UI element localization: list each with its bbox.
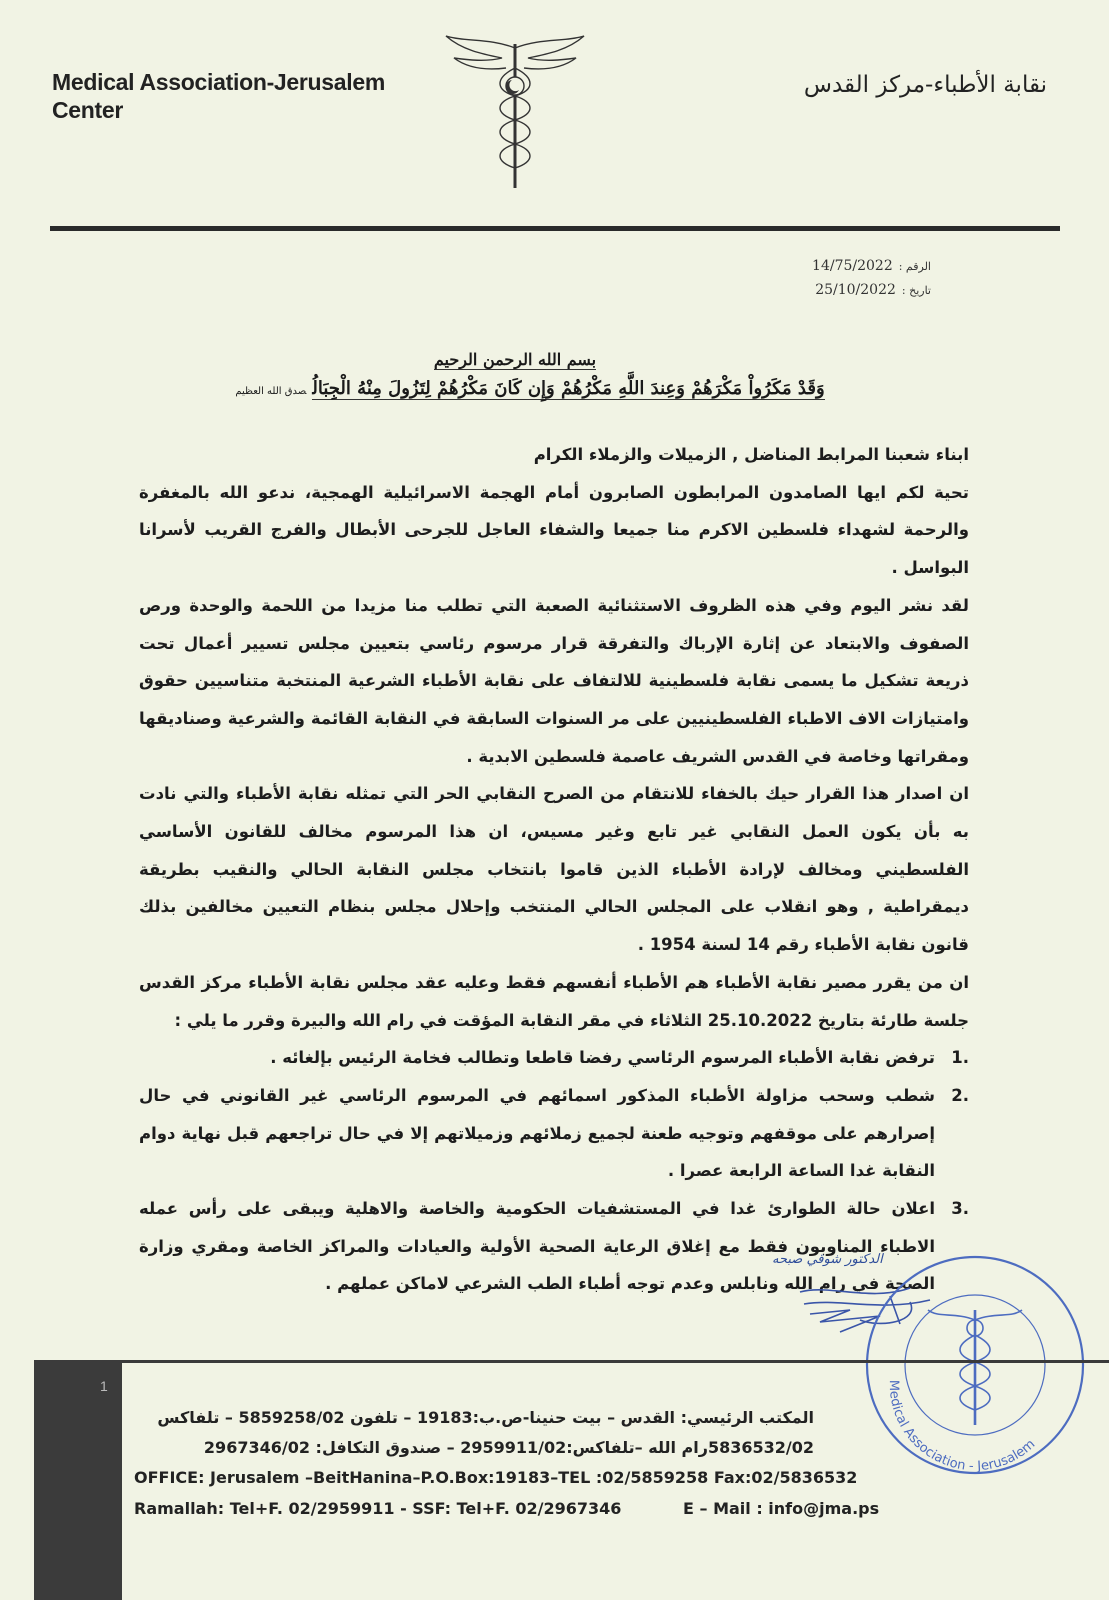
org-name-en-line1: Medical Association-Jerusalem [52, 69, 386, 95]
reference-date-value: 25/10/2022 [815, 282, 896, 298]
paragraph-3: ان اصدار هذا القرار حيك بالخفاء للانتقام من الصرح النقابي الحر التي تمثله نقابة الأطباء والتي نادت به بأن يكون العمل النقابي غير تابع وغير مسيس، ان هذا المرسوم مخالف للقانون الأساسي الفلسطيني ومخالف لإرادة الأطباء الذين قاموا بانتخاب مجلس النقابة الحالي والنقيب بطريقة ديمقراطية , وهو انقلاب على المجلس الحالي المنتخب وإحلال مجلس بنظام التعيين مخالفين بذلك قانون نقابة الأطباء رقم 14 لسنة 1954 . [139, 784, 969, 955]
signatory-name: الدكتور شوقي صبحه [772, 1252, 883, 1267]
footer-en-line2-left: Ramallah: Tel+F. 02/2959911 - SSF: Tel+F. 02/2967346 [134, 1499, 622, 1518]
reference-number-label: الرقم : [898, 260, 931, 273]
greeting: ابناء شعبنا المرابط المناضل , الزميلات والزملاء الكرام [533, 445, 969, 464]
org-name-ar: نقابة الأطباء-مركز القدس [803, 72, 1047, 98]
caduceus-icon [440, 28, 590, 198]
footer-ar-line1: المكتب الرئيسي: القدس – بيت حنينا-ص.ب:19183 – تلفون 5859258/02 – تلفاكس [157, 1408, 814, 1427]
reference-date-label: تاريخ : [901, 284, 931, 297]
header-divider [50, 226, 1060, 231]
stamp-text: Medical Association - Jerusalem [885, 1379, 1039, 1475]
footer-divider [34, 1360, 1109, 1363]
paragraph-1: تحية لكم ايها الصامدون المرابطون الصابرون أمام الهجمة الاسرائيلية الهمجية، ندعو الله بالمغفرة والرحمة لشهداء فلسطين الاكرم منا جميعا والشفاء العاجل للجرحى الأبطال والفرج القريب لأسرانا البواسل . [139, 482, 969, 578]
basmala: بسم الله الرحمن الرحيم [433, 350, 597, 369]
verse-attribution: صدق الله العظيم [235, 386, 307, 397]
paragraph-2: لقد نشر اليوم وفي هذه الظروف الاستثنائية الصعبة التي تطلب منا مزيدا من اللحمة والوحدة ورص الصفوف والابتعاد عن إثارة الإرباك والتفرقة قرار مرسوم رئاسي بتعيين مجلس تسيير أعمال تحت ذريعة تشكيل ما يسمى نقابة فلسطينية للالتفاف على نقابة الأطباء الشرعية المنتخبة متناسيين حقوق وامتيازات الاف الاطباء الفلسطينيين على مر السنوات السابقة في النقابة القائمة والشرعية وصناديقها ومقراتها وخاصة في القدس الشريف عاصمة فلسطين الابدية . [139, 595, 969, 766]
reference-number-value: 14/75/2022 [812, 258, 893, 274]
letter-body [139, 436, 969, 1303]
org-name-en [52, 68, 385, 124]
verse-text: وَقَدْ مَكَرُواْ مَكْرَهُمْ وَعِندَ اللَّهِ مَكْرُهُمْ وَإِن كَانَ مَكْرُهُمْ لِتَزُولَ مِنْهُ الْجِبَالُ [312, 378, 825, 399]
list-item: .1 ترفض نقابة الأطباء المرسوم الرئاسي رفضا قاطعا وتطالب فخامة الرئيس بإلغائه . [270, 1048, 969, 1068]
org-name-en-line2: Center [52, 97, 124, 123]
footer-en-line1: OFFICE: Jerusalem –BeitHanina–P.O.Box:19183–TEL :02/5859258 Fax:02/5836532 [134, 1468, 858, 1487]
list-item: .3 اعلان حالة الطوارئ غدا في المستشفيات الحكومية والخاصة والاهلية ويبقى على رأس عمله الاطباء المناوبون فقط مع إغلاق الرعاية الصحية الأولية والعيادات والمراكز الخاصة ومقري وزارة الصحة في رام الله ونابلس وعدم توجه أطباء الطب الشرعي لاماكن عملهم . [139, 1199, 969, 1294]
footer-side-block [34, 1360, 122, 1600]
footer-ar-line2: 5836532/02رام الله –تلفاكس:2959911/02 – صندوق التكافل: 2967346/02 [203, 1438, 814, 1457]
footer-email[interactable]: E – Mail : info@jma.ps [683, 1499, 880, 1518]
reference-date [815, 282, 931, 298]
quran-verse [180, 378, 880, 399]
page-number: 1 [100, 1378, 108, 1394]
caduceus-stamp-icon [850, 1240, 1095, 1490]
list-item: .2 شطب وسحب مزاولة الأطباء المذكور اسمائهم في المرسوم الرئاسي غير القانوني في حال إصرارهم على موقفهم وتوجيه طعنة لجميع زملائهم وزميلاتهم إلا في حال تراجعهم قبل نهاية دوام النقابة غدا الساعة الرابعة عصرا . [139, 1085, 969, 1181]
paragraph-4: ان من يقرر مصير نقابة الأطباء هم الأطباء أنفسهم فقط وعليه عقد مجلس نقابة الأطباء مركز القدس جلسة طارئة بتاريخ 25.10.2022 الثلاثاء في مقر النقابة المؤقت في رام الله والبيرة وقرر ما يلي : [139, 972, 969, 1030]
reference-number [812, 258, 931, 274]
